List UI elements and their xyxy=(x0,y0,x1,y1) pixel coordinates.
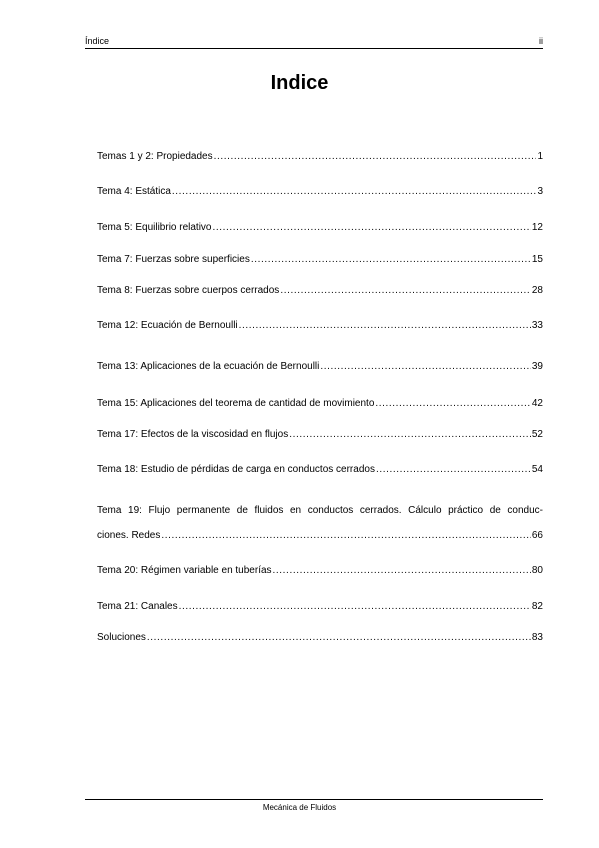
footer-rule xyxy=(85,799,543,800)
dot-leader xyxy=(280,285,531,297)
toc-entry-label: Tema 17: Efectos de la viscosidad en flujos xyxy=(97,429,289,440)
toc-entry-label: Tema 4: Estática xyxy=(97,186,171,197)
header-section-title: Índice xyxy=(85,36,110,46)
toc-entry-page: 54 xyxy=(531,464,543,475)
toc-entry-label: Tema 13: Aplicaciones de la ecuación de Bernoulli xyxy=(97,361,320,372)
toc-entry-page: 80 xyxy=(531,565,543,576)
toc-entry-page: 12 xyxy=(531,222,543,233)
running-header xyxy=(85,36,543,49)
toc-entry[interactable] xyxy=(97,285,543,297)
toc-entry-label: ciones. Redes xyxy=(97,530,161,541)
dot-leader xyxy=(320,361,531,373)
toc-entry-label: Tema 20: Régimen variable en tuberías xyxy=(97,565,272,576)
toc-entry[interactable] xyxy=(97,601,543,613)
toc-entry[interactable] xyxy=(97,361,543,373)
toc-entry-page: 3 xyxy=(537,186,543,197)
toc-entry-label: Soluciones xyxy=(97,632,146,643)
header-page-number: ii xyxy=(539,36,543,46)
toc-entry-label: Tema 5: Equilibrio relativo xyxy=(97,222,212,233)
page-title: Indice xyxy=(270,72,329,94)
dot-leader xyxy=(375,398,530,410)
toc-entry-label: Tema 8: Fuerzas sobre cuerpos cerrados xyxy=(97,285,280,296)
toc-entry[interactable] xyxy=(97,222,543,234)
dot-leader xyxy=(179,601,531,613)
toc-entry-page: 15 xyxy=(531,254,543,265)
toc-entry-label-line1[interactable]: Tema 19: Flujo permanente de fluidos en conductos cerrados. Cálculo práctico de conduc- xyxy=(97,505,543,516)
toc-entry[interactable] xyxy=(97,464,543,476)
toc-entry[interactable] xyxy=(97,632,543,644)
toc-entry[interactable] xyxy=(97,565,543,577)
toc-entry-page: 1 xyxy=(537,151,543,162)
toc-entry-label: Tema 18: Estudio de pérdidas de carga en conductos cerrados xyxy=(97,464,375,475)
toc-entry[interactable] xyxy=(97,254,543,266)
toc-entry-label: Temas 1 y 2: Propiedades xyxy=(97,151,213,162)
dot-leader xyxy=(172,186,537,198)
toc-entry-page: 42 xyxy=(531,398,543,409)
toc-entry[interactable] xyxy=(97,398,543,410)
dot-leader xyxy=(251,254,531,266)
toc-entry[interactable] xyxy=(97,151,543,163)
toc-entry-page: 33 xyxy=(531,320,543,331)
toc-entry-page: 83 xyxy=(531,632,543,643)
toc-entry-page: 28 xyxy=(531,285,543,296)
page-footer: Mecánica de Fluidos xyxy=(262,803,337,812)
toc-entry[interactable] xyxy=(97,320,543,332)
toc-entry-label: Tema 12: Ecuación de Bernoulli xyxy=(97,320,238,331)
toc-entry[interactable] xyxy=(97,429,543,441)
toc-entry-label: Tema 7: Fuerzas sobre superficies xyxy=(97,254,250,265)
toc-entry[interactable] xyxy=(97,186,543,198)
toc-entry-label: Tema 21: Canales xyxy=(97,601,178,612)
toc-entry-page: 82 xyxy=(531,601,543,612)
toc-entry-page: 66 xyxy=(531,530,543,541)
dot-leader xyxy=(289,429,531,441)
toc-entry[interactable] xyxy=(97,530,543,542)
dot-leader xyxy=(239,320,531,332)
dot-leader xyxy=(147,632,531,644)
dot-leader xyxy=(213,222,531,234)
toc-entry-label: Tema 15: Aplicaciones del teorema de cantidad de movimiento xyxy=(97,398,375,409)
toc-entry-page: 39 xyxy=(531,361,543,372)
toc-entry-page: 52 xyxy=(531,429,543,440)
dot-leader xyxy=(161,530,531,542)
dot-leader xyxy=(273,565,531,577)
dot-leader xyxy=(376,464,531,476)
dot-leader xyxy=(214,151,537,163)
